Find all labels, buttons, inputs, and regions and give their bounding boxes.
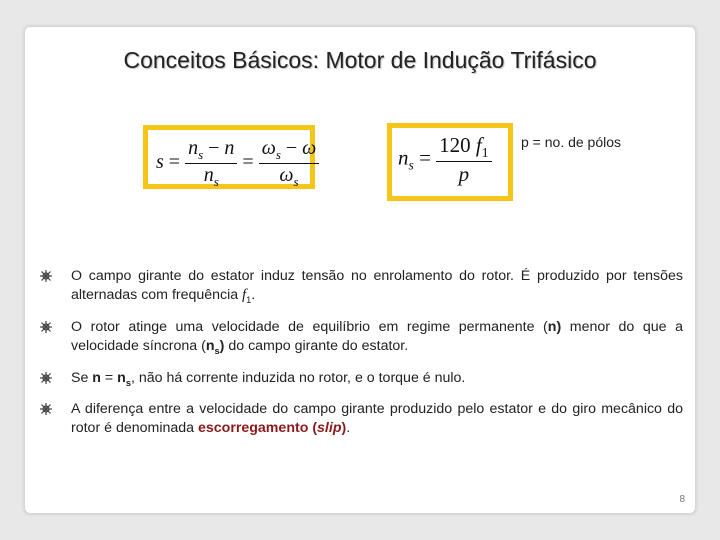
formula-eq: = xyxy=(413,145,437,170)
ornament-flower-icon xyxy=(39,320,53,334)
formula-fraction xyxy=(436,133,491,186)
page-number: 8 xyxy=(679,494,685,505)
formula-sub: s xyxy=(198,147,204,162)
formula-op: − xyxy=(203,137,225,159)
bullet-text: do campo girante do estator. xyxy=(224,337,409,354)
bullet-text: , não há corrente induzida no rotor, e o torque é nulo. xyxy=(130,369,466,386)
bullet-var: f xyxy=(242,287,247,303)
bullet-text: menor do que a velocidade síncrona ( xyxy=(71,318,683,354)
formula-var: ω xyxy=(279,163,294,186)
bullet-text: Se xyxy=(71,369,93,386)
bullet-text: A diferença entre a velocidade do campo girante produzido pelo estator e do giro mecânico do rotor é denominada xyxy=(71,401,683,437)
slip-formula xyxy=(156,137,319,190)
formula-var: f xyxy=(475,133,482,157)
formula-var: ω xyxy=(261,137,276,159)
formula-fraction xyxy=(185,137,237,190)
bullet-text: = xyxy=(100,369,118,386)
formula-eq: = xyxy=(237,151,259,174)
poles-note: p = no. de pólos xyxy=(521,134,622,150)
formula-var: s xyxy=(156,151,164,174)
bullet-list xyxy=(39,267,683,446)
ornament-flower-icon xyxy=(39,402,53,416)
slide-title: Conceitos Básicos: Motor de Indução Trifásico xyxy=(123,47,597,73)
formula-fraction xyxy=(259,137,320,190)
sync-speed-formula-box xyxy=(387,123,513,201)
formula-var: n xyxy=(188,137,199,159)
formula-eq: = xyxy=(163,151,186,174)
highlight-term xyxy=(198,420,346,436)
ornament-flower-icon xyxy=(39,371,53,385)
formula-var: n xyxy=(398,145,409,170)
highlight-text: escorregamento ( xyxy=(197,420,318,437)
bullet-item xyxy=(39,369,683,393)
bullet-sub: s xyxy=(125,377,131,388)
sync-speed-formula xyxy=(398,133,492,186)
bullet-bold: n xyxy=(92,369,101,386)
bullet-item xyxy=(39,400,683,438)
formula-op: − xyxy=(280,137,303,159)
formula-var: ω xyxy=(302,137,317,159)
bullet-bold: n) xyxy=(547,318,562,335)
formula-sub: s xyxy=(293,173,299,189)
slide xyxy=(24,26,696,514)
formula-sub: 1 xyxy=(481,145,489,161)
bullet-item xyxy=(39,267,683,310)
bullet-text: . xyxy=(251,287,256,303)
bullet-text: O rotor atinge uma velocidade de equilíbrio em regime permanente ( xyxy=(71,318,548,335)
highlight-italic: slip xyxy=(317,420,342,437)
formula-sub: s xyxy=(275,147,281,162)
bullet-sub: 1 xyxy=(246,294,252,305)
bullet-text: O campo girante do estator induz tensão no enrolamento do rotor. É produzido por tensões alternadas com frequência xyxy=(71,268,683,303)
highlight-text: ) xyxy=(341,420,347,437)
formula-sub: s xyxy=(408,157,414,173)
formula-var: n xyxy=(203,163,214,186)
ornament-flower-icon xyxy=(39,269,53,283)
bullet-sub: s xyxy=(214,345,220,356)
bullet-item xyxy=(39,318,683,361)
bullet-bold: n xyxy=(205,337,215,354)
bullet-bold: n xyxy=(117,369,126,386)
formula-sub: s xyxy=(213,173,219,189)
formula-var: n xyxy=(224,137,235,159)
bullet-text: . xyxy=(346,420,351,437)
slip-formula-box xyxy=(143,125,315,189)
formula-var: p xyxy=(458,161,470,186)
bullet-bold: ) xyxy=(219,337,225,354)
formula-const: 120 xyxy=(439,133,476,157)
